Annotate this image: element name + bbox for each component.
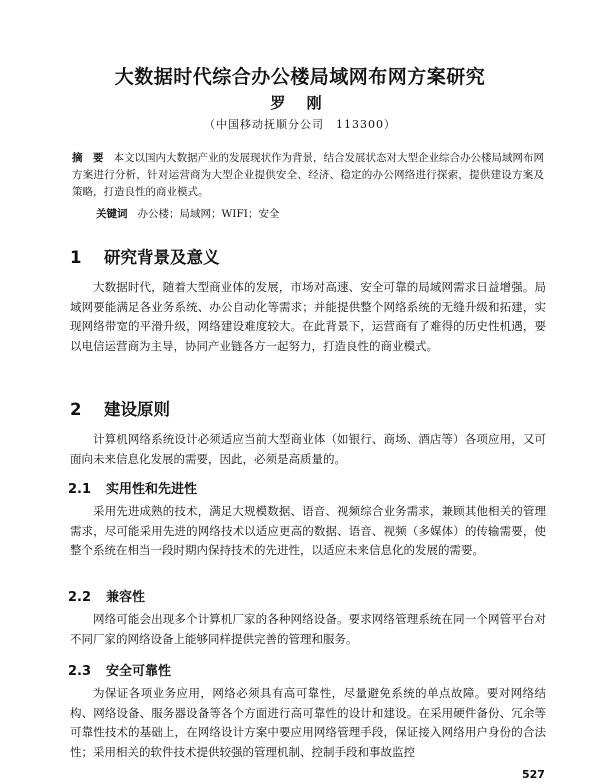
section-title: 建设原则 (104, 400, 170, 419)
section-number: 1 (70, 248, 82, 267)
abstract-label: 摘 要 (72, 152, 104, 164)
subsection-title: 实用性和先进性 (106, 482, 198, 497)
keywords-text: 办公楼；局域网；WIFI；安全 (137, 208, 280, 220)
subsection-2-2-paragraph: 网络可能会出现多个计算机厂家的各种网络设备。要求网络管理系统在同一个网管平台对不同厂家的网络设备上能够同样提供完善的管理和服务。 (70, 612, 546, 646)
subsection-number: 2.2 (68, 590, 92, 605)
paper-title: 大数据时代综合办公楼局域网布网方案研究 (114, 66, 486, 88)
subsection-title: 安全可靠性 (106, 664, 172, 679)
section-heading-1 (70, 244, 540, 268)
section-2-paragraph: 计算机网络系统设计必须适应当前大型商业体（如银行、商场、酒店等）各项应用，又可面向未来信息化发展的需要，因此，必须是高质量的。 (70, 432, 546, 466)
abstract (72, 150, 544, 201)
subsection-heading-2-3 (68, 660, 538, 679)
section-number: 2 (70, 400, 82, 419)
abstract-text: 本文以国内大数据产业的发展现状作为背景，结合发展状态对大型企业综合办公楼局域网布网方案进行分析，针对运营商为大型企业提供安全、经济、稳定的办公网络进行探索，提供建设方案及策略，打造良性的商业模式。 (72, 152, 544, 198)
author-affiliation: （中国移动抚顺分公司 113300） (204, 118, 396, 131)
subsection-heading-2-1 (68, 478, 538, 497)
keywords-label: 关键词 (96, 208, 128, 220)
page-number: 527 (522, 768, 545, 781)
section-heading-2 (70, 396, 540, 420)
keywords (96, 206, 544, 223)
section-title: 研究背景及意义 (104, 248, 220, 267)
section-1-paragraph: 大数据时代，随着大型商业体的发展，市场对高速、安全可靠的局域网需求日益增强。局域网要能满足各业务系统、办公自动化等需求；并能提供整个网络系统的无缝升级和拓建，实现网络带宽的平滑升级，网络建设难度较大。在此背景下，运营商有了难得的历史性机遇，要以电信运营商为主导，协同产业链各方一起努力，打造良性的商业模式。 (70, 280, 546, 353)
subsection-number: 2.1 (68, 482, 92, 497)
subsection-2-1-paragraph: 采用先进成熟的技术，满足大规模数据、语音、视频综合业务需求，兼顾其他相关的管理需求，尽可能采用先进的网络技术以适应更高的数据、语音、视频（多媒体）的传输需要，使整个系统在相当一段时期内保持技术的先进性，以适应未来信息化的发展的需要。 (70, 504, 546, 558)
author-name: 罗 刚 (270, 94, 330, 112)
subsection-title: 兼容性 (106, 590, 146, 605)
subsection-2-3-paragraph: 为保证各项业务应用，网络必须具有高可靠性，尽量避免系统的单点故障。要对网络结构、网络设备、服务器设备等各个方面进行高可靠性的设计和建设。在采用硬件备份、冗余等可靠性技术的基础上，在网络设计方案中要应用网络管理手段，保证接入网络用户身份的合法性；采用相关的软件技术提供较强的管理机制、控制手段和事故监控 (70, 686, 546, 759)
subsection-heading-2-2 (68, 586, 538, 605)
subsection-number: 2.3 (68, 664, 92, 679)
